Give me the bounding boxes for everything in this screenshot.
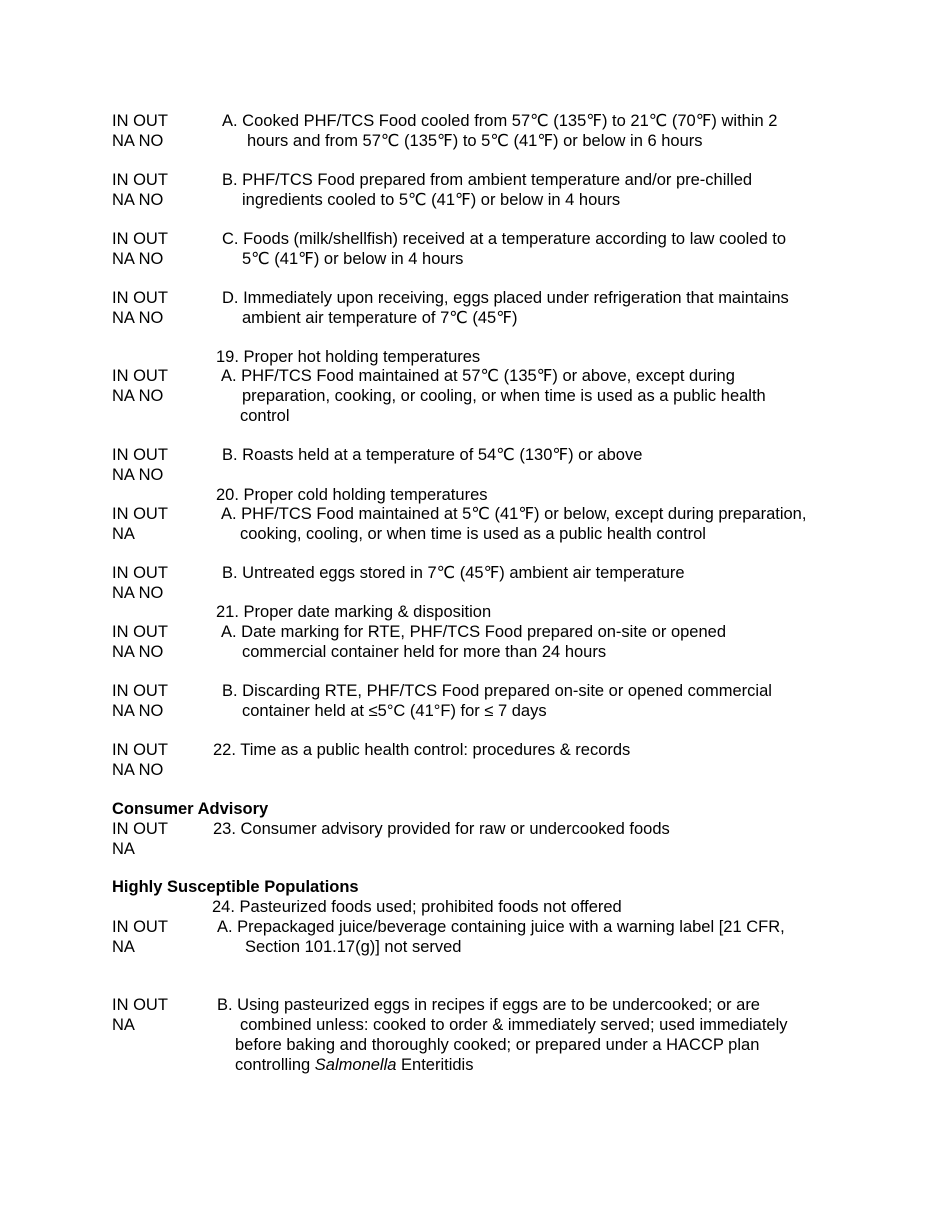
item-text: 22. Time as a public health control: procedures & records [213, 741, 631, 759]
status-na: NA [112, 525, 135, 543]
item-text: A. Cooked PHF/TCS Food cooled from 57℃ (135℉) to 21℃ (70℉) within 2 [222, 112, 778, 130]
section-heading: 24. Pasteurized foods used; prohibited foods not offered [212, 898, 622, 916]
status-in-out: IN OUT [112, 682, 168, 700]
status-in-out: IN OUT [112, 446, 168, 464]
item-text: Section 101.17(g)] not served [245, 938, 462, 956]
status-na-no: NA NO [112, 702, 164, 720]
section-heading: 19. Proper hot holding temperatures [216, 348, 481, 366]
status-in-out: IN OUT [112, 820, 168, 838]
item-text: C. Foods (milk/shellfish) received at a temperature according to law cooled to [222, 230, 787, 248]
status-in-out: IN OUT [112, 623, 168, 641]
status-na-no: NA NO [112, 191, 164, 209]
status-na-no: NA NO [112, 250, 164, 268]
status-in-out: IN OUT [112, 112, 168, 130]
status-in-out: IN OUT [112, 289, 168, 307]
item-text: commercial container held for more than 24 hours [242, 643, 607, 661]
status-in-out: IN OUT [112, 505, 168, 523]
item-text: 5℃ (41℉) or below in 4 hours [242, 250, 464, 268]
item-text-last-line [235, 1056, 473, 1076]
status-na-no: NA NO [112, 466, 164, 484]
item-text: D. Immediately upon receiving, eggs placed under refrigeration that maintains [222, 289, 789, 307]
status-na-no: NA NO [112, 761, 164, 779]
status-na-no: NA NO [112, 643, 164, 661]
item-text: ingredients cooled to 5℃ (41℉) or below in 4 hours [242, 191, 621, 209]
item-text: A. Date marking for RTE, PHF/TCS Food prepared on-site or opened [221, 623, 727, 641]
item-text: A. PHF/TCS Food maintained at 5℃ (41℉) or below, except during preparation, [221, 505, 807, 523]
status-in-out: IN OUT [112, 171, 168, 189]
section-heading: 21. Proper date marking & disposition [216, 603, 492, 621]
status-na-no: NA NO [112, 387, 164, 405]
status-na-no: NA NO [112, 584, 164, 602]
item-text: 23. Consumer advisory provided for raw or undercooked foods [213, 820, 670, 838]
status-na: NA [112, 938, 135, 956]
item-text: container held at ≤5°C (41°F) for ≤ 7 days [242, 702, 547, 720]
item-text: ambient air temperature of 7℃ (45℉) [242, 309, 518, 327]
italic-organism-name: Salmonella [314, 1056, 397, 1074]
status-na: NA [112, 840, 135, 858]
status-in-out: IN OUT [112, 996, 168, 1014]
status-na-no: NA NO [112, 132, 164, 150]
item-text: B. Untreated eggs stored in 7℃ (45℉) ambient air temperature [222, 564, 685, 582]
item-text: B. PHF/TCS Food prepared from ambient temperature and/or pre-chilled [222, 171, 753, 189]
item-text: cooking, cooling, or when time is used as a public health control [240, 525, 706, 543]
item-text: hours and from 57℃ (135℉) to 5℃ (41℉) or below in 6 hours [247, 132, 703, 150]
status-in-out: IN OUT [112, 367, 168, 385]
item-text: B. Discarding RTE, PHF/TCS Food prepared on-site or opened commercial [222, 682, 772, 700]
item-text: before baking and thoroughly cooked; or prepared under a HACCP plan [235, 1036, 760, 1054]
item-text: B. Roasts held at a temperature of 54℃ (130℉) or above [222, 446, 643, 464]
status-in-out: IN OUT [112, 564, 168, 582]
section-title-consumer-advisory: Consumer Advisory [112, 800, 269, 818]
status-in-out: IN OUT [112, 230, 168, 248]
item-text: combined unless: cooked to order & immediately served; used immediately [240, 1016, 788, 1034]
item-text: A. PHF/TCS Food maintained at 57℃ (135℉) or above, except during [221, 367, 735, 385]
item-text-suffix: Enteritidis [396, 1056, 474, 1074]
section-heading: 20. Proper cold holding temperatures [216, 486, 488, 504]
status-in-out: IN OUT [112, 741, 168, 759]
item-text: control [240, 407, 290, 425]
item-text: A. Prepackaged juice/beverage containing juice with a warning label [21 CFR, [217, 918, 785, 936]
item-text: B. Using pasteurized eggs in recipes if eggs are to be undercooked; or are [217, 996, 760, 1014]
status-na-no: NA NO [112, 309, 164, 327]
status-in-out: IN OUT [112, 918, 168, 936]
section-title-highly-susceptible: Highly Susceptible Populations [112, 878, 359, 896]
item-text: preparation, cooking, or cooling, or when time is used as a public health [242, 387, 766, 405]
status-na: NA [112, 1016, 135, 1034]
item-text: controlling [235, 1056, 315, 1074]
